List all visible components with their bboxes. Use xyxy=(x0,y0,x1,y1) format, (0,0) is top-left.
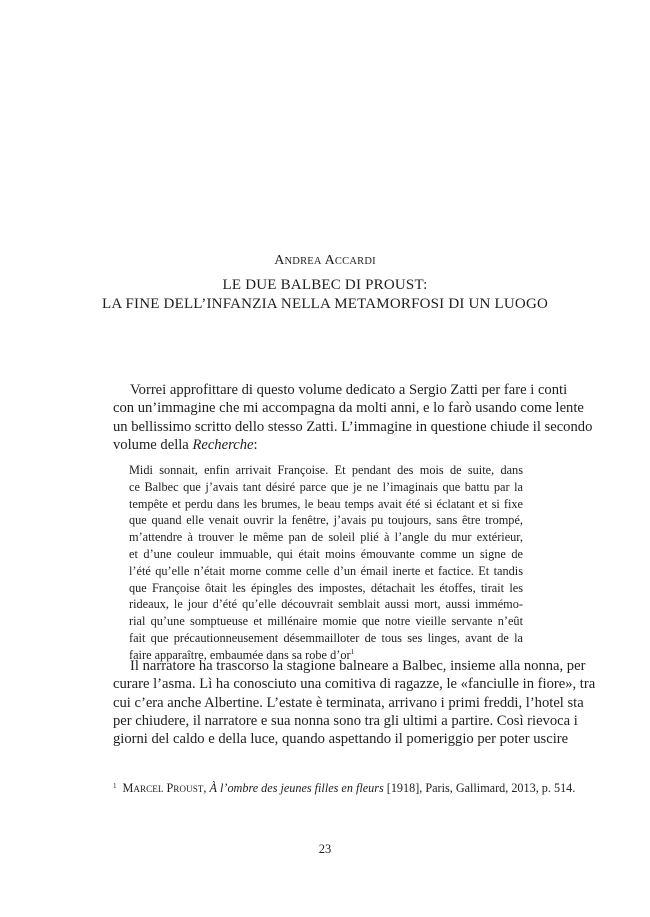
author-last-initial: A xyxy=(324,253,335,268)
body-line: giorni del caldo e della luce, quando aspettando il pomeriggio per poter uscire xyxy=(113,731,569,748)
quote-line: rideaux, le jour d’été qu’elle découvrait semblait aussi mort, aussi immémo- xyxy=(129,597,523,612)
intro-line xyxy=(113,436,536,454)
quote-line: Midi sonnait, enfin arrivait Françoise. Et pendant des mois de suite, dans xyxy=(129,463,523,477)
title-line-2: LA FINE DELL’INFANZIA NELLA METAMORFOSI DI UN LUOGO xyxy=(101,296,549,312)
footnote-citation: [1918], Paris, Gallimard, 2013, p. 514. xyxy=(383,781,576,795)
intro-line: un bellissimo scritto dello stesso Zatti. L’immagine in questione chiude il secondo xyxy=(113,418,593,435)
body-line: cui c’era anche Albertine. L’estate è terminata, arrivano i primi freddi, l’hotel sta xyxy=(113,694,584,711)
footnote-author-last-initial: P xyxy=(166,781,174,795)
footnote-author-rest: ARCEL xyxy=(133,784,164,794)
footnote-work-title: À l’ombre des jeunes filles en fleurs xyxy=(209,781,384,795)
author-first-rest: NDREA xyxy=(284,256,322,267)
block-quote xyxy=(129,462,523,664)
intro-line: Vorrei approfittare di questo volume dedicato a Sergio Zatti per fare i conti xyxy=(130,382,568,398)
quote-line: et d’une couleur immuable, qui était moins émouvante comme un signe de xyxy=(129,546,523,561)
author-name xyxy=(0,253,650,270)
quote-line: ce Balbec que j’avais tant désiré parce que je ne l’imaginais que battu par la xyxy=(129,479,523,494)
intro-text: volume della xyxy=(113,436,193,453)
quote-line: l’été qu’elle n’était morne comme celle d’un émail inerte et factice. Et tandis xyxy=(129,563,523,578)
quote-line: tempête et perdu dans les brumes, le beau temps avait été si éclatant et si fixe xyxy=(129,496,523,511)
quote-line: que quand elle venait ouvrir la fenêtre, j’avais pu toujours, sans être trompé, xyxy=(129,513,523,528)
footnote-number: 1 xyxy=(113,782,117,790)
quote-line: que Françoise ôtait les épingles des impostes, détachait les étoffes, tirait les xyxy=(129,580,523,595)
quote-text: faire apparaître, embaumée dans sa robe d’or xyxy=(129,647,351,662)
work-title-recherche: Recherche xyxy=(192,436,254,453)
body-paragraph xyxy=(113,657,596,748)
quote-line: rial qu’une somptueuse et millénaire momie que notre vieille servante n’eût xyxy=(129,614,523,629)
intro-line: con un’immagine che mi accompagna da molti anni, e lo farò usando come lente xyxy=(113,400,584,417)
article-title xyxy=(0,276,650,314)
intro-punctuation: : xyxy=(253,436,258,453)
footnote-author-last-rest: ROUST xyxy=(173,784,204,794)
body-line: curare l’asma. Lì ha conosciuto una comitiva di ragazze, le «fanciulle in fiore», tra xyxy=(113,676,596,693)
page-number: 23 xyxy=(318,842,332,856)
footnote-reference[interactable]: 1 xyxy=(350,647,355,656)
footnote-separator: , xyxy=(203,781,210,795)
author-first-initial: A xyxy=(274,253,285,268)
body-line: Il narratore ha trascorso la stagione balneare a Balbec, insieme alla nonna, per xyxy=(130,658,586,674)
quote-line: fait que précautionneusement désemmailloter de tous ses linges, avant de la xyxy=(129,630,523,645)
author-last-rest: CCARDI xyxy=(334,256,376,267)
title-line-1: LE DUE BALBEC DI PROUST: xyxy=(222,277,428,293)
body-line: per chiudere, il narratore e sua nonna sono tra gli ultimi a partire. Così rievoca i xyxy=(113,712,578,729)
footnote xyxy=(113,778,576,797)
quote-line: m’attendre à trouver le même pan de soleil plié à l’angle du mur extérieur, xyxy=(129,530,523,545)
intro-paragraph xyxy=(113,381,593,454)
footnote-author-initial: M xyxy=(122,781,134,795)
